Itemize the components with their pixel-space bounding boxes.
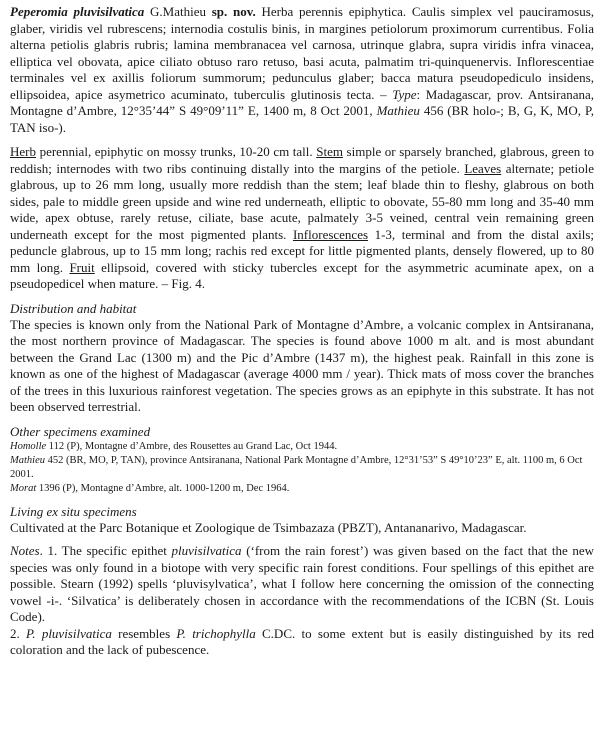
specimen-collector: Mathieu	[10, 454, 45, 466]
notes-paragraph	[10, 543, 594, 626]
herb-text: perennial, epiphytic on mossy trunks, 10-20 cm tall.	[39, 144, 313, 159]
fruit-text: ellipsoid, covered with sticky tubercles except for the asymmetric acuminate apex, on a pseudopedicel when mature. – Fig. 4.	[10, 259, 595, 291]
living-text: Cultivated at the Parc Botanique et Zoologique de Tsimbazaza (PBZT), Antananarivo, Madagascar.	[10, 519, 527, 535]
specimen-collector: Morat	[10, 482, 37, 494]
distribution-text: The species is known only from the National Park of Montagne d’Ambre, a volcanic complex in Antsiranana, the most northern province of Madagascar. The species is found above 1000 m alt. and is most abundant between the Grand Lac (1300 m) and the Pic d’Ambre (1437 m), the highest peak. Rainfall in this zone is known as one of the highest of Madagascar (average 4000 mm / year). Thick mats of moss cover the branches of the trees in this luxurious rainforest vegetation. The species grows as an epiphyte in this substrate. It has not been observed terrestrial.	[10, 316, 594, 414]
note1-pre: . 1. The specific epithet	[39, 543, 167, 558]
note1-epithet: pluvisilvatica	[171, 543, 242, 558]
latin-description	[10, 4, 594, 136]
fruit-label: Fruit	[69, 259, 95, 275]
english-description	[10, 144, 594, 293]
leaves-text: alternate; petiole glabrous, up to 26 mm long, usually more reddish than the stem; leaf blade thin to fleshy, glabrous on both sides, pale to middle green upside and wine red underneath, elliptic to obovate, 55-80 mm long and 35-40 mm wide, apex obtuse, rarely retuse, ciliate, base acute, palmately 3-5 veined, central vein remaining green underneath except for the most pigmented plants.	[10, 160, 595, 242]
note2-compare: P. trichophylla	[176, 625, 256, 641]
note2-paragraph	[10, 626, 594, 659]
species-status: sp. nov.	[211, 4, 256, 19]
type-collector-rest: 456 (BR holo-; B, G, K, MO, P, TAN iso-).	[10, 103, 595, 135]
specimen-item	[10, 454, 594, 482]
leaves-label: Leaves	[464, 160, 502, 176]
specimen-collector: Homolle	[10, 440, 47, 452]
latin-text: Herba perennis epiphytica. Caulis simplex vel pauciramosus, glaber, viridis vel rubrescens; internodia costulis binis, in margines petiolorum proximorum currentibus. Folia alterna petiolis glabris rubris; lamina membranacea vel carnosa, utrinque glabra, supra viridis infra vinacea, elliptica vel obovata, apice ciliato obtuso raro retuso, basi acuta, palmatim tri-quinquenervis. Inflorescentiae terminales vel ex axillis foliorum summorum; pedunculus glaber; bacca matura pseudopediculo insidens, ellipsoidea, apice asymetrico acuminato, tuberculis glutinosis tecta. –	[10, 4, 595, 102]
inflorescences-text: 1-3, terminal and from the distal axils; peduncle glabrous, up to 15 mm long; rachis red except for little pigmented plants, densely flowered, up to 80 mm long.	[10, 226, 594, 275]
note2-number: 2.	[10, 625, 20, 641]
living-heading: Living ex situ specimens	[10, 503, 137, 519]
specimen-text: 1396 (P), Montagne d’Ambre, alt. 1000-1200 m, Dec 1964.	[38, 482, 290, 494]
species-author: G.Mathieu	[150, 4, 206, 19]
stem-text: simple or sparsely branched, glabrous, green to reddish; internodes with two ribs continuing distally into the margins of the petiole.	[10, 144, 594, 176]
stem-label: Stem	[316, 144, 343, 159]
type-collector: Mathieu	[376, 103, 420, 118]
specimen-text: 452 (BR, MO, P, TAN), province Antsiranana, National Park Montagne d’Ambre, 12°31’53” S 49°10’23” E, alt. 1100 m, 6 Oct 2001.	[10, 454, 583, 480]
inflorescences-label: Inflorescences	[292, 226, 369, 242]
type-text: : Madagascar, prov. Antsiranana, Montagne d’Ambre, 12°35’44” S 49°09’11” E, 1400 m, 8 Oct 2001,	[10, 86, 595, 118]
other-specimens-heading: Other specimens examined	[10, 423, 151, 439]
note2-rest: C.DC. to some extent but is easily distinguished by its red coloration and the lack of pubescence.	[10, 625, 595, 657]
note2-mid: resembles	[118, 625, 171, 641]
note2-species: P. pluvisilvatica	[26, 625, 112, 641]
species-name: Peperomia pluvisilvatica	[10, 4, 145, 19]
note1-rest: (‘from the rain forest’) was given based on the fact that the new species was only found in a biotope with very specific rain forest conditions. Four spellings of this epithet are possible. Stearn (1992) spells ‘pluvisylvatica’, what I follow here concerning the omission of the connecting vowel -i-. ‘Silvatica’ is deliberately chosen in accordance with the recommendations of the ICBN (St. Louis Code).	[10, 543, 595, 624]
specimen-item	[10, 440, 594, 454]
specimen-text: 112 (P), Montagne d’Ambre, des Rousettes au Grand Lac, Oct 1944.	[48, 440, 338, 452]
specimen-list	[10, 440, 594, 496]
herb-label: Herb	[10, 144, 36, 159]
distribution-heading: Distribution and habitat	[10, 300, 137, 316]
notes-label: Notes	[10, 543, 40, 558]
type-label: Type	[392, 86, 417, 102]
specimen-item	[10, 482, 594, 496]
